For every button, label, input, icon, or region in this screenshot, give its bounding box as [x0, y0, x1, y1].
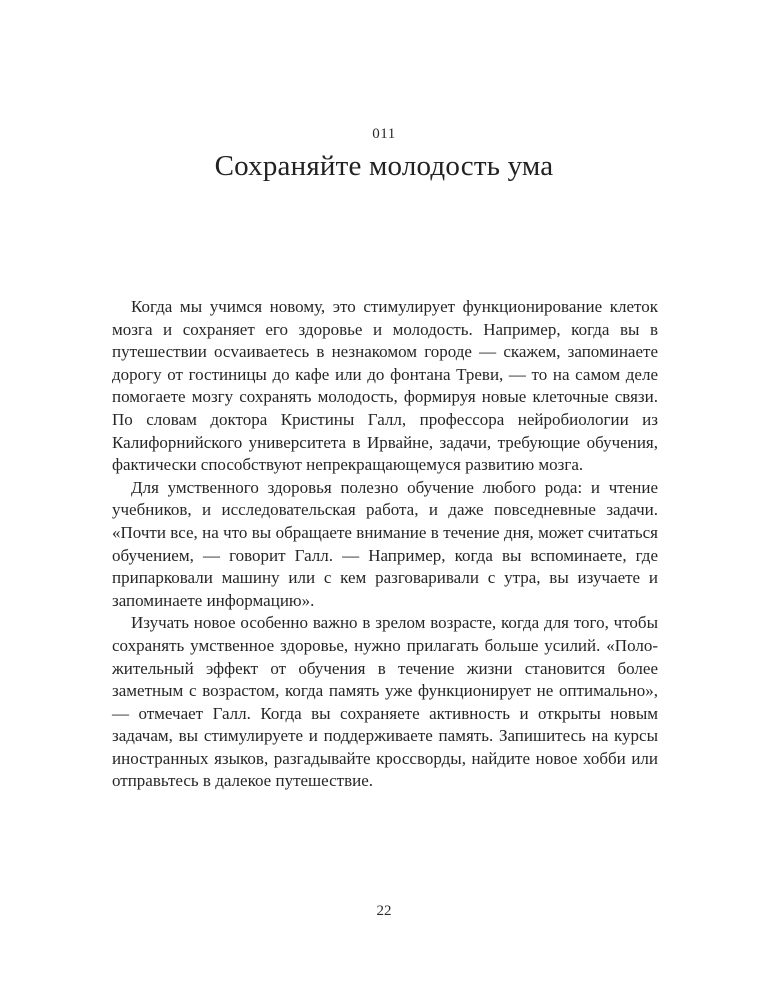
paragraph-1: Когда мы учимся новому, это стимулирует функционирование клеток мозга и сохраняет его здоровье и молодость. Например, когда вы в путешествии осvаиваетесь в незнакомом городе — скажем, запоминаете дорогу от гостиницы до кафе или до фонтана Треви, — то на самом деле помогаете мозгу сохранять молодость, формируя новые клеточные связи. По словам доктора Кристины Галл, профессора нейробиологии из Калифорнийского университета в Ирвайне, задачи, требующие обучения, фактически способствуют непрекращающемуся развитию мозга. [112, 297, 658, 475]
chapter-number: 011 [372, 126, 396, 142]
chapter-title: Сохраняйте молодость ума [214, 150, 554, 182]
page-number: 22 [376, 903, 392, 919]
paragraph-2: Для умственного здоровья полезно обучение любого рода: и чтение учебников, и исследовательская работа, и даже повседневные задачи. «Почти все, на что вы обращаете внимание в течение дня, может считаться обучением, — говорит Галл. — Например, когда вы вспоминаете, где припарковали машину или с кем разговаривали с утра, вы изучаете и запоминаете информацию». [112, 477, 658, 610]
paragraph-3: Изучать новое особенно важно в зрелом возрасте, когда для того, чтобы сохранять умственное здоровье, нужно прилагать больше усилий. «Положительный эффект от обучения в течение жизни становится более заметным с возрастом, когда память уже функционирует не оптимально», — отмечает Галл. Когда вы сохраняете активность и открыты новым задачам, вы стимулируете и поддерживаете память. Запишитесь на курсы иностранных языков, разгадывайте кроссворды, найдите новое хобби или отправьтесь в далекое путешествие. [112, 613, 658, 791]
body-text [112, 296, 658, 793]
